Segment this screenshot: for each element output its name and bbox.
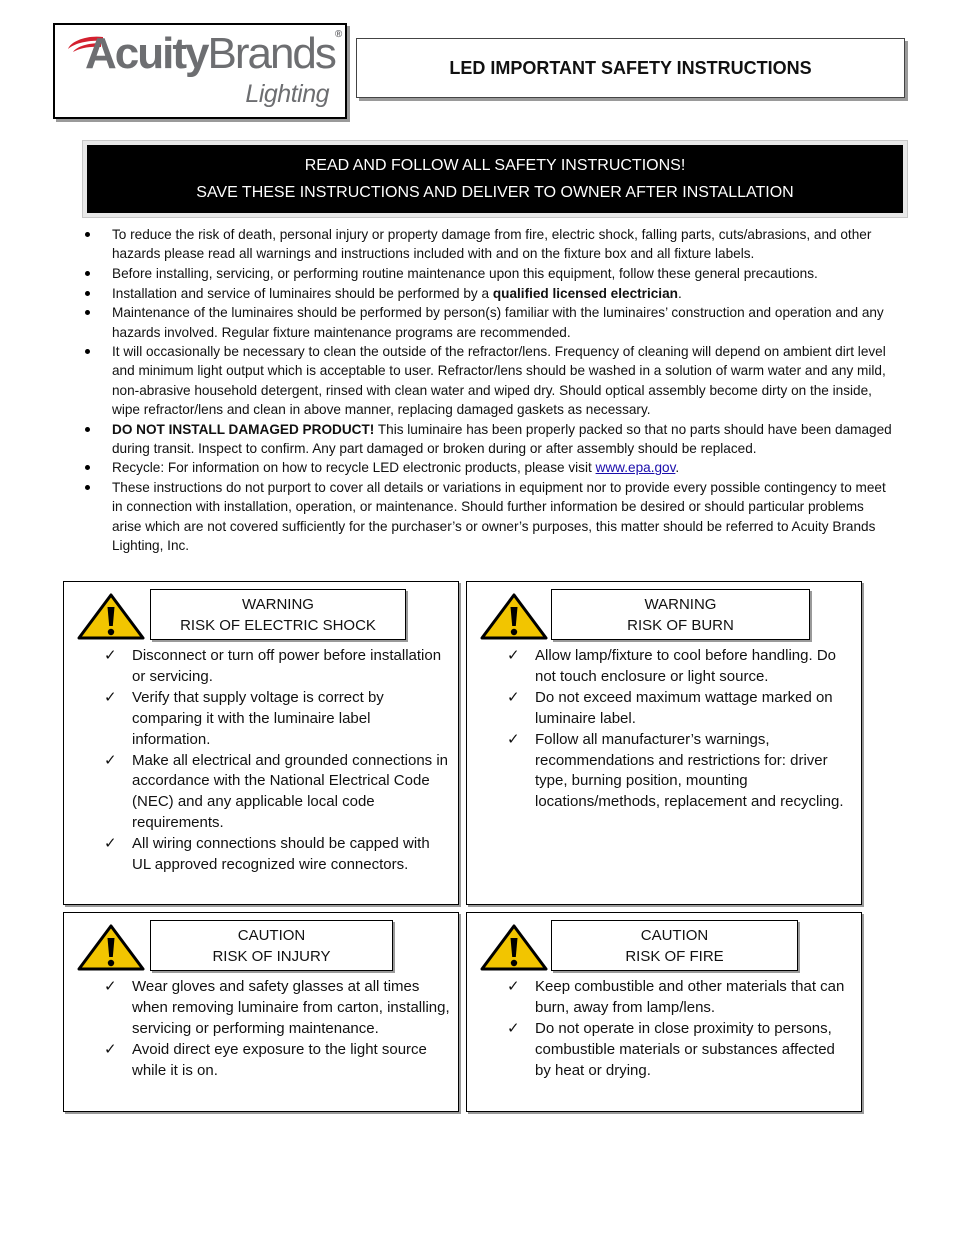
- hazard-type: RISK OF BURN: [627, 616, 734, 634]
- check-text: Do not exceed maximum wattage marked on luminaire label.: [535, 688, 833, 727]
- hazard-level: CAUTION: [640, 926, 709, 944]
- check-text: Wear gloves and safety glasses at all times when removing luminaire from carton, installing, servicing or performing maintenance.: [132, 978, 450, 1037]
- instruction-text: It will occasionally be necessary to clean the outside of the refractor/lens. Frequency of cleaning will depend on ambient dirt level and minimum light output which is acceptable to user. Refractor/lens should be washed in a solution of warm water and any mild, non-abrasive household detergent, rinsed with clean water and wiped dry. Should optical assembly become dirty on the inside, wipe refractor/lens and clean in above manner, replacing damaged gaskets as necessary.: [112, 344, 886, 417]
- list-item: [82, 264, 894, 283]
- instruction-text: This luminaire has been properly packed so that no parts should have been damaged during transit. Inspect to confirm. Any part damaged or broken during or after assembly should be replaced.: [112, 421, 892, 456]
- instruction-text: .: [675, 460, 680, 476]
- list-item: [82, 420, 894, 458]
- hazard-label: [551, 920, 798, 971]
- hazard-level: WARNING: [644, 595, 717, 613]
- checkmark-icon: ✓: [104, 1040, 117, 1058]
- epa-link[interactable]: www.epa.gov: [595, 460, 676, 476]
- hazard-label: [150, 589, 406, 640]
- logo-wordmark: [85, 29, 342, 79]
- list-item: [82, 478, 894, 555]
- list-item: [82, 225, 894, 263]
- panel-injury: [63, 912, 459, 1112]
- checkmark-icon: ✓: [507, 647, 520, 664]
- panel-electric-shock: [63, 581, 459, 905]
- logo-registered-mark: ®: [334, 29, 343, 40]
- check-text: Do not operate in close proximity to persons, combustible materials or substances affected by heat or drying.: [535, 1019, 835, 1079]
- hazard-type: RISK OF ELECTRIC SHOCK: [180, 616, 376, 634]
- instruction-text: Installation and service of luminaires should be performed by a: [112, 285, 493, 301]
- instruction-text: These instructions do not purport to cover all details or variations in equipment nor to provide every possible contingency to meet in connection with installation, operation, or maintenance. Should further information be desired or should particular problems arise which are not covered sufficiently for the purchaser’s or owner’s purposes, this matter should be referred to Acuity Brands Lighting, Inc.: [112, 480, 886, 553]
- check-text: Keep combustible and other materials that can burn, away from lamp/lens.: [535, 978, 845, 1016]
- checkmark-icon: ✓: [507, 730, 520, 748]
- banner-line-2: SAVE THESE INSTRUCTIONS AND DELIVER TO OWNER AFTER INSTALLATION: [196, 184, 794, 201]
- check-text: Allow lamp/fixture to cool before handling. Do not touch enclosure or light source.: [535, 647, 836, 685]
- check-text: Make all electrical and grounded connections in accordance with the National Electrical Code (NEC) and any applicable local code requirements.: [132, 751, 449, 832]
- warning-triangle-icon: [77, 593, 145, 640]
- hazard-level: CAUTION: [237, 926, 306, 944]
- checklist: [104, 646, 450, 876]
- checkmark-icon: ✓: [104, 751, 117, 769]
- checklist: [104, 977, 450, 1082]
- check-text: Follow all manufacturer’s warnings, recommendations and restrictions for: driver type, burning position, mounting locations/methods, replacement and recycling.: [535, 730, 844, 811]
- hazard-label: [551, 589, 810, 640]
- list-item: [507, 688, 853, 730]
- list-item: [507, 977, 853, 1019]
- list-item: [104, 751, 450, 835]
- list-item: [82, 458, 894, 477]
- hazard-level: WARNING: [242, 595, 314, 613]
- list-item: [82, 342, 894, 419]
- banner-line-1: READ AND FOLLOW ALL SAFETY INSTRUCTIONS!: [304, 157, 686, 174]
- page-title: LED IMPORTANT SAFETY INSTRUCTIONS: [449, 57, 812, 78]
- list-item: [507, 1019, 853, 1082]
- checkmark-icon: ✓: [104, 647, 117, 664]
- checklist: [507, 646, 853, 813]
- check-text: Disconnect or turn off power before installation or servicing.: [132, 647, 442, 685]
- list-item: [507, 730, 853, 814]
- list-item: [104, 977, 450, 1040]
- list-item: [104, 688, 450, 751]
- checkmark-icon: ✓: [104, 835, 117, 853]
- list-item: [82, 303, 894, 341]
- hazard-type: RISK OF FIRE: [625, 947, 724, 965]
- warning-triangle-icon: [480, 593, 548, 640]
- warning-triangle-icon: [77, 924, 145, 971]
- list-item: [104, 834, 450, 876]
- logo-brand-bold: Acuity: [85, 29, 208, 78]
- instruction-text: To reduce the risk of death, personal injury or property damage from fire, electric shock, falling parts, cuts/abrasions, and other hazards please read all warnings and instructions included with and on the fixture box and all fixture labels.: [112, 227, 872, 262]
- safety-banner-inner: [87, 145, 903, 213]
- checkmark-icon: ✓: [507, 978, 520, 995]
- warning-triangle-icon: [480, 924, 548, 971]
- general-instructions-list: [82, 225, 894, 555]
- checkmark-icon: ✓: [104, 688, 117, 706]
- instruction-text: Maintenance of the luminaires should be performed by person(s) familiar with the luminaires’ construction and operation and any hazards involved. Regular fixture maintenance programs are recommended.: [112, 305, 884, 340]
- panel-burn: [466, 581, 862, 905]
- instruction-text: .: [677, 285, 682, 301]
- safety-banner: [82, 140, 908, 218]
- list-item: [104, 1040, 450, 1082]
- list-item: [104, 646, 450, 688]
- page-title-box: [356, 38, 905, 98]
- logo-subtitle: Lighting: [245, 80, 329, 108]
- checkmark-icon: ✓: [507, 688, 520, 706]
- company-logo: [53, 23, 347, 119]
- checkmark-icon: ✓: [507, 1019, 520, 1037]
- instruction-text: Recycle: For information on how to recycle LED electronic products, please visit: [112, 460, 596, 476]
- checkmark-icon: ✓: [104, 978, 117, 995]
- instruction-text: Before installing, servicing, or performing routine maintenance upon this equipment, follow these general precautions.: [112, 265, 818, 281]
- damaged-product-emphasis: DO NOT INSTALL DAMAGED PRODUCT!: [112, 421, 375, 437]
- check-text: All wiring connections should be capped with UL approved recognized wire connectors.: [132, 835, 430, 874]
- list-item: [507, 646, 853, 688]
- qualified-electrician-emphasis: qualified licensed electrician: [492, 285, 678, 301]
- hazard-type: RISK OF INJURY: [212, 947, 331, 965]
- check-text: Verify that supply voltage is correct by comparing it with the luminaire label information.: [132, 688, 384, 748]
- check-text: Avoid direct eye exposure to the light source while it is on.: [132, 1040, 427, 1079]
- list-item: [82, 284, 894, 303]
- hazard-label: [150, 920, 393, 971]
- panel-fire: [466, 912, 862, 1112]
- logo-brand-thin: Brands: [207, 29, 335, 78]
- checklist: [507, 977, 853, 1082]
